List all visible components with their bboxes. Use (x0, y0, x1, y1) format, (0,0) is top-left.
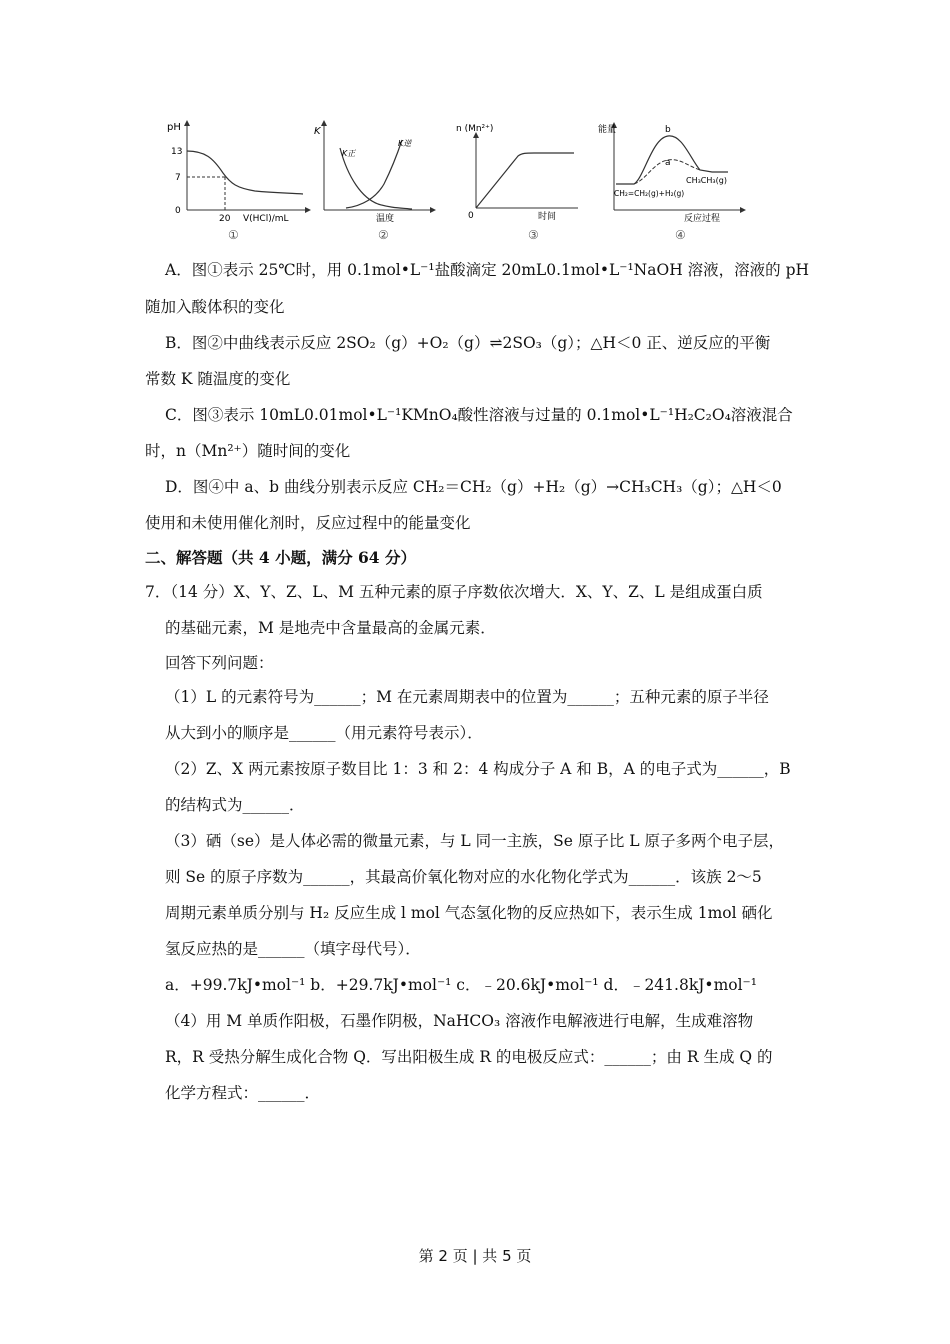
figure-3 (456, 118, 586, 223)
q7-part3-line3: 周期元素单质分别与 H₂ 反应生成 l mol 气态氢化物的反应热如下，表示生成 1mol 硒化 (165, 904, 773, 922)
q7-part3-line4: 氢反应热的是______（填字母代号）． (165, 940, 421, 958)
equilibrium-constant-chart (312, 118, 442, 223)
fig4-caption: ④ (675, 228, 686, 242)
option-b-line1: B．图②中曲线表示反应 2SO₂（g）+O₂（g）⇌2SO₃（g）；△H＜0 正、逆反应的平衡 (165, 334, 771, 352)
q7-part4-line1: （4）用 M 单质作阳极，石墨作阴极，NaHCO₃ 溶液作电解液进行电解，生成难溶物 (165, 1012, 754, 1030)
section-title: 二、解答题（共 4 小题，满分 64 分） (145, 548, 416, 567)
fig2-xlabel: 温度 (376, 214, 395, 224)
figure-1 (165, 118, 315, 223)
q7-part2-line1: （2）Z、X 两元素按原子数目比 1：3 和 2：4 构成分子 A 和 B，A 的电子式为______，B (165, 760, 791, 778)
fig3-origin: 0 (468, 211, 474, 221)
q7-part2-line2: 的结构式为______． (165, 796, 305, 814)
option-a-line1: A．图①表示 25℃时，用 0.1mol•L⁻¹盐酸滴定 20mL0.1mol•L⁻¹NaOH 溶液，溶液的 pH (165, 261, 810, 279)
q7-part3-line1: （3）硒（se）是人体必需的微量元素，与 L 同一主族，Se 原子比 L 原子多两个电子层， (165, 832, 785, 850)
option-b-line2: 常数 K 随温度的变化 (145, 370, 291, 388)
option-c-line2: 时，n（Mn²⁺）随时间的变化 (145, 442, 351, 460)
fig1-tick-13: 13 (171, 147, 183, 157)
fig2-caption: ② (378, 228, 389, 242)
option-c-line1: C．图③表示 10mL0.01mol•L⁻¹KMnO₄酸性溶液与过量的 0.1mol•L⁻¹H₂C₂O₄溶液混合 (165, 406, 793, 424)
manganese-ion-chart (456, 118, 586, 223)
q7-part3-choices: a．+99.7kJ•mol⁻¹ b．+29.7kJ•mol⁻¹ c．﹣20.6kJ•mol⁻¹ d．﹣241.8kJ•mol⁻¹ (165, 976, 757, 994)
option-a-line2: 随加入酸体积的变化 (145, 298, 285, 316)
fig3-ylabel: n (Mn²⁺) (456, 124, 494, 134)
fig3-xlabel: 时间 (538, 212, 557, 222)
figure-2 (312, 118, 442, 223)
page-footer: 第 2 页 | 共 5 页 (418, 1247, 532, 1265)
q7-part1-line2: 从大到小的顺序是______（用元素符号表示）． (165, 724, 483, 742)
fig3-caption: ③ (528, 228, 539, 242)
fig4-product: CH₃CH₃(g) (686, 176, 727, 185)
fig2-k1-label: K正 (342, 149, 356, 158)
fig1-tick-20: 20 (219, 214, 231, 224)
fig4-curve-b: b (665, 125, 671, 135)
q7-part4-line3: 化学方程式：______． (165, 1084, 321, 1102)
q7-line2: 的基础元素，M 是地壳中含量最高的金属元素． (165, 619, 496, 637)
option-d-line2: 使用和未使用催化剂时，反应过程中的能量变化 (145, 514, 471, 532)
q7-part1-line1: （1）L 的元素符号为______；M 在元素周期表中的位置为______；五种元素的原子半径 (165, 688, 769, 706)
fig1-caption: ① (228, 228, 239, 242)
q7-line3: 回答下列问题： (165, 654, 274, 672)
fig4-xlabel: 反应过程 (684, 214, 721, 224)
fig2-ylabel: K (314, 126, 321, 137)
fig2-k2-label: K逆 (398, 139, 412, 148)
titration-curve-chart (165, 118, 315, 223)
fig1-tick-0: 0 (175, 206, 181, 216)
fig1-ylabel: pH (167, 122, 181, 133)
fig4-curve-a: a (665, 158, 671, 168)
fig4-ylabel: 能量 (598, 125, 617, 135)
q7-part4-line2: R，R 受热分解生成化合物 Q．写出阳极生成 R 的电极反应式：______；由 R 生成 Q 的 (165, 1048, 773, 1066)
option-d-line1: D．图④中 a、b 曲线分别表示反应 CH₂＝CH₂（g）+H₂（g）→CH₃CH₃（g）；△H＜0 (165, 478, 782, 496)
fig1-xlabel: V(HCl)/mL (243, 214, 289, 224)
energy-profile-chart (600, 118, 750, 223)
q7-part3-line2: 则 Se 的原子序数为______，其最高价氧化物对应的水化物化学式为______．该族 2～5 (165, 868, 762, 886)
fig1-tick-7: 7 (175, 173, 181, 183)
fig4-reactant: CH₂=CH₂(g)+H₂(g) (614, 189, 685, 198)
figure-4 (600, 118, 750, 223)
q7-line1: 7．（14 分）X、Y、Z、L、M 五种元素的原子序数依次增大．X、Y、Z、L 是组成蛋白质 (145, 583, 763, 601)
